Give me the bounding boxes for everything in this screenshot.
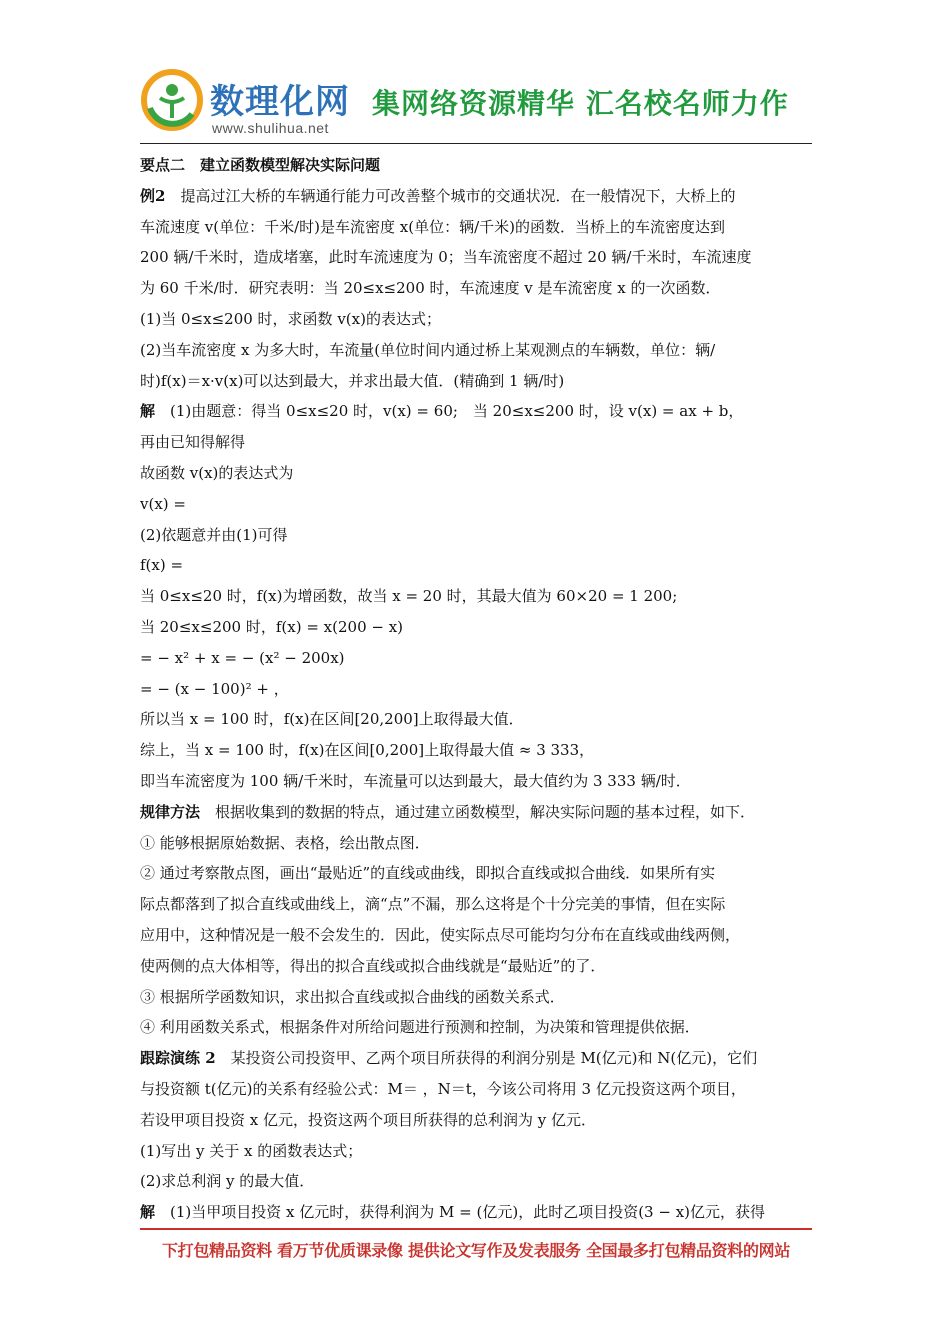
text-line [140, 1074, 812, 1105]
line-label: 要点二 建立函数模型解决实际问题 [140, 156, 381, 174]
text-line [140, 458, 812, 489]
line-text: (2)依题意并由(1)可得 [140, 525, 288, 544]
footer-divider [140, 1228, 812, 1230]
text-line [140, 643, 812, 674]
text-line [140, 612, 812, 643]
line-text: 根据收集到的数据的特点，通过建立函数模型，解决实际问题的基本过程，如下． [200, 802, 756, 821]
line-text: 际点都落到了拟合直线或曲线上，滴“点”不漏，那么这将是个十分完美的事情，但在实际 [140, 895, 726, 914]
line-text: 当 20≤x≤200 时，f(x) = x(200 − x) [140, 617, 404, 636]
text-line [140, 735, 812, 766]
line-text: 故函数 v(x)的表达式为 [140, 463, 294, 482]
line-text: (1)写出 y 关于 x 的函数表达式； [140, 1141, 363, 1160]
text-line [140, 1197, 812, 1228]
line-text: 所以当 x = 100 时，f(x)在区间[20,200]上取得最大值． [140, 710, 524, 729]
text-line [140, 858, 812, 889]
text-line [140, 335, 812, 366]
text-line [140, 1012, 812, 1043]
line-text: 时)f(x)＝x·v(x)可以达到最大，并求出最大值．(精确到 1 辆/时) [140, 371, 565, 390]
line-text: 当 0≤x≤20 时，f(x)为增函数，故当 x = 20 时，其最大值为 60×20 = 1 200; [140, 587, 678, 606]
line-text: 200 辆/千米时，造成堵塞，此时车流速度为 0；当车流密度不超过 20 辆/千米时，车流速度 [140, 248, 752, 267]
line-label: 解 [140, 402, 156, 421]
line-label: 解 [140, 1203, 156, 1222]
brand-url: www.shulihua.net [212, 120, 329, 136]
text-line [140, 828, 812, 859]
line-text: f(x) = [140, 556, 184, 575]
line-text: (1)当甲项目投资 x 亿元时，获得利润为 M = (亿元)，此时乙项目投资(3 − x)亿元，获得 [155, 1203, 766, 1222]
header-slogan: 集网络资源精华 汇名校名师力作 [372, 87, 789, 120]
text-line [140, 304, 812, 335]
line-text: ① 能够根据原始数据、表格，绘出散点图． [140, 833, 430, 852]
page-header [140, 60, 812, 142]
text-line [140, 489, 812, 520]
text-line [140, 212, 812, 243]
line-text: (1)由题意：得当 0≤x≤20 时，v(x) = 60; 当 20≤x≤200 时，设 v(x) = ax + b， [155, 402, 744, 421]
line-label: 跟踪演练 2 [140, 1049, 216, 1068]
line-text: ④ 利用函数关系式，根据条件对所给问题进行预测和控制，为决策和管理提供依据． [140, 1018, 700, 1037]
line-label: 例2 [140, 186, 166, 205]
line-text: 应用中，这种情况是一般不会发生的．因此，使实际点尽可能均匀分布在直线或曲线两侧， [140, 925, 741, 944]
line-text: ② 通过考察散点图，画出“最贴近”的直线或曲线，即拟合直线或拟合曲线．如果所有实 [140, 864, 716, 883]
text-line [140, 1105, 812, 1136]
text-line [140, 427, 812, 458]
line-text: ③ 根据所学函数知识，求出拟合直线或拟合曲线的函数关系式． [140, 987, 565, 1006]
line-text: 若设甲项目投资 x 亿元，投资这两个项目所获得的总利润为 y 亿元． [140, 1110, 597, 1129]
line-text: 即当车流密度为 100 辆/千米时，车流量可以达到最大，最大值约为 3 333 辆/时． [140, 771, 691, 790]
line-text: (1)当 0≤x≤200 时，求函数 v(x)的表达式； [140, 309, 441, 328]
line-text: = − x² + x = − (x² − 200x) [140, 648, 345, 667]
text-line [140, 920, 812, 951]
logo-icon [140, 68, 204, 132]
brand-name: 数理化网 [210, 82, 350, 122]
text-line [140, 766, 812, 797]
text-line [140, 366, 812, 397]
line-label: 规律方法 [140, 802, 201, 821]
text-line [140, 674, 812, 705]
text-line [140, 550, 812, 581]
text-line [140, 242, 812, 273]
line-text: 再由已知得解得 [140, 433, 246, 452]
text-line [140, 951, 812, 982]
text-line [140, 520, 812, 551]
line-text: (2)求总利润 y 的最大值． [140, 1172, 315, 1191]
line-text: 提高过江大桥的车辆通行能力可改善整个城市的交通状况．在一般情况下，大桥上的 [165, 186, 736, 205]
footer-banner: 下打包精品资料 看万节优质课录像 提供论文写作及发表服务 全国最多打包精品资料的网站 [161, 1241, 791, 1260]
line-text: 综上，当 x = 100 时，f(x)在区间[0,200]上取得最大值 ≈ 3 333， [140, 741, 595, 760]
text-line [140, 1136, 812, 1167]
text-line [140, 889, 812, 920]
line-text: (2)当车流密度 x 为多大时，车流量(单位时间内通过桥上某观测点的车辆数，单位：辆/ [140, 340, 716, 359]
text-line [140, 1043, 812, 1074]
text-line [140, 982, 812, 1013]
text-line [140, 150, 812, 181]
text-line [140, 704, 812, 735]
line-text: 使两侧的点大体相等，得出的拟合直线或拟合曲线就是“最贴近”的了． [140, 956, 606, 975]
text-line [140, 396, 812, 427]
line-text: v(x) = [140, 494, 186, 513]
line-text: 为 60 千米/时．研究表明：当 20≤x≤200 时，车流速度 v 是车流密度 x 的一次函数． [140, 279, 721, 298]
line-text: 某投资公司投资甲、乙两个项目所获得的利润分别是 M(亿元)和 N(亿元)，它们 [215, 1049, 758, 1068]
header-divider [140, 143, 812, 144]
text-line [140, 797, 812, 828]
line-text: 与投资额 t(亿元)的关系有经验公式：M＝ ，N＝t，今该公司将用 3 亿元投资这两个项目， [140, 1079, 746, 1098]
text-line [140, 1166, 812, 1197]
text-line [140, 273, 812, 304]
line-text: 车流速度 v(单位：千米/时)是车流密度 x(单位：辆/千米)的函数．当桥上的车流密度达到 [140, 217, 725, 236]
line-text: = − (x − 100)² + ， [140, 679, 289, 698]
text-line [140, 581, 812, 612]
text-line [140, 181, 812, 212]
document-body [140, 150, 812, 1228]
